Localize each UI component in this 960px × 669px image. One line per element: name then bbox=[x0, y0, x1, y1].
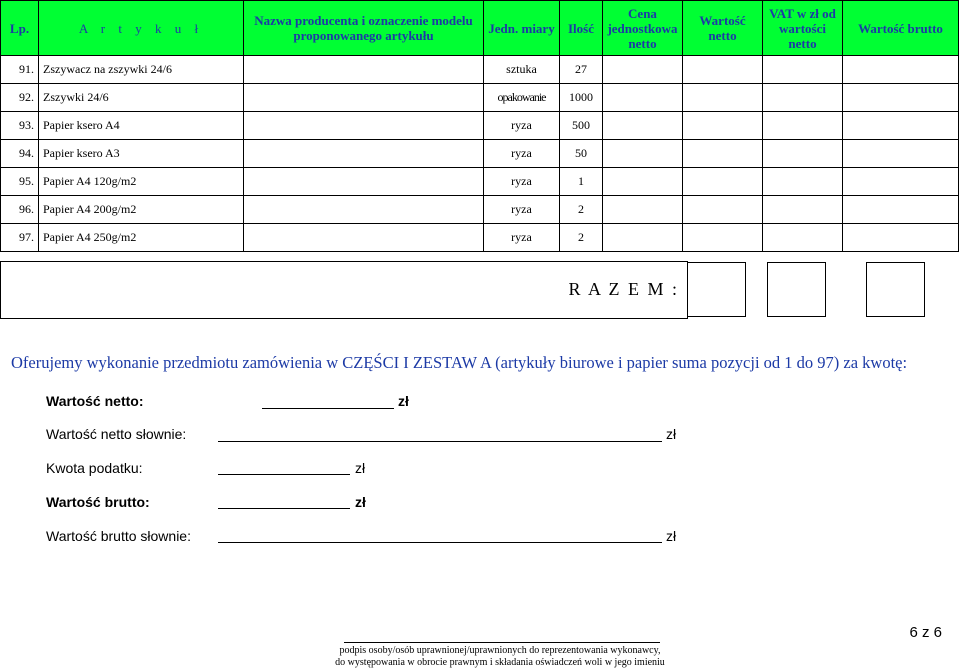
row-jedn: opakowanie bbox=[484, 84, 560, 112]
row-artykul: Papier A4 120g/m2 bbox=[39, 168, 244, 196]
row-jedn: ryza bbox=[484, 196, 560, 224]
wartosc-netto-label: Wartość netto: bbox=[46, 393, 144, 409]
row-producent-input[interactable] bbox=[244, 84, 484, 112]
row-wartosc-netto-input[interactable] bbox=[683, 140, 763, 168]
row-producent-input[interactable] bbox=[244, 168, 484, 196]
row-wartosc-brutto-input[interactable] bbox=[843, 196, 959, 224]
header-cena: Cena jednostkowa netto bbox=[603, 1, 683, 56]
row-vat-input[interactable] bbox=[763, 196, 843, 224]
row-vat-input[interactable] bbox=[763, 140, 843, 168]
table-row bbox=[1, 140, 959, 168]
signature-line[interactable] bbox=[344, 642, 660, 643]
row-ilosc: 50 bbox=[560, 140, 603, 168]
wartosc-brutto-label: Wartość brutto: bbox=[46, 494, 150, 510]
wartosc-netto-slownie-label: Wartość netto słownie: bbox=[46, 426, 187, 442]
row-cena-input[interactable] bbox=[603, 224, 683, 252]
header-lp: Lp. bbox=[1, 1, 39, 56]
row-jedn: sztuka bbox=[484, 56, 560, 84]
row-vat-input[interactable] bbox=[763, 168, 843, 196]
header-artykul: A r t y k u ł bbox=[39, 1, 244, 56]
row-wartosc-brutto-input[interactable] bbox=[843, 112, 959, 140]
row-ilosc: 1000 bbox=[560, 84, 603, 112]
row-jedn: ryza bbox=[484, 224, 560, 252]
table-row bbox=[1, 168, 959, 196]
offer-table bbox=[0, 0, 959, 252]
row-vat-input[interactable] bbox=[763, 224, 843, 252]
header-wartosc-netto: Wartość netto bbox=[683, 1, 763, 56]
wartosc-netto-slownie-currency: zł bbox=[666, 426, 677, 442]
header-vat: VAT w zł od wartości netto bbox=[763, 1, 843, 56]
table-row bbox=[1, 56, 959, 84]
row-ilosc: 27 bbox=[560, 56, 603, 84]
wartosc-netto-slownie-field[interactable] bbox=[218, 441, 662, 442]
row-cena-input[interactable] bbox=[603, 112, 683, 140]
row-producent-input[interactable] bbox=[244, 56, 484, 84]
razem-label: R A Z E M : bbox=[568, 279, 679, 299]
wartosc-brutto-slownie-label: Wartość brutto słownie: bbox=[46, 528, 191, 544]
row-wartosc-netto-input[interactable] bbox=[683, 196, 763, 224]
row-artykul: Zszywki 24/6 bbox=[39, 84, 244, 112]
row-vat-input[interactable] bbox=[763, 84, 843, 112]
wartosc-brutto-currency: zł bbox=[355, 494, 366, 510]
row-producent-input[interactable] bbox=[244, 224, 484, 252]
row-wartosc-netto-input[interactable] bbox=[683, 84, 763, 112]
row-artykul: Papier ksero A4 bbox=[39, 112, 244, 140]
row-wartosc-netto-input[interactable] bbox=[683, 56, 763, 84]
row-producent-input[interactable] bbox=[244, 196, 484, 224]
row-jedn: ryza bbox=[484, 112, 560, 140]
row-artykul: Zszywacz na zszywki 24/6 bbox=[39, 56, 244, 84]
row-artykul: Papier ksero A3 bbox=[39, 140, 244, 168]
row-cena-input[interactable] bbox=[603, 196, 683, 224]
row-lp: 93. bbox=[1, 112, 39, 140]
row-ilosc: 1 bbox=[560, 168, 603, 196]
table-row bbox=[1, 224, 959, 252]
row-wartosc-netto-input[interactable] bbox=[683, 168, 763, 196]
row-jedn: ryza bbox=[484, 168, 560, 196]
header-jedn: Jedn. miary bbox=[484, 1, 560, 56]
header-wartosc-brutto: Wartość brutto bbox=[843, 1, 959, 56]
page-number: 6 z 6 bbox=[909, 624, 942, 641]
signature-caption-1: podpis osoby/osób uprawnionej/uprawnionych do reprezentowania wykonawcy, bbox=[339, 645, 661, 656]
row-vat-input[interactable] bbox=[763, 112, 843, 140]
row-lp: 97. bbox=[1, 224, 39, 252]
wartosc-netto-field[interactable] bbox=[262, 408, 394, 409]
row-producent-input[interactable] bbox=[244, 140, 484, 168]
sum-vat-cell[interactable] bbox=[767, 262, 826, 317]
wartosc-brutto-field[interactable] bbox=[218, 508, 350, 509]
row-jedn: ryza bbox=[484, 140, 560, 168]
row-cena-input[interactable] bbox=[603, 84, 683, 112]
table-row bbox=[1, 84, 959, 112]
row-wartosc-brutto-input[interactable] bbox=[843, 224, 959, 252]
table-row bbox=[1, 196, 959, 224]
offer-statement: Oferujemy wykonanie przedmiotu zamówienia w CZĘŚCI I ZESTAW A (artykuły biurowe i papier suma pozycji od 1 do 97) za kwotę: bbox=[11, 353, 908, 372]
razem-row bbox=[0, 261, 958, 319]
signature-caption-2: do występowania w obrocie prawnym i składania oświadczeń woli w jego imieniu bbox=[335, 657, 665, 668]
row-lp: 92. bbox=[1, 84, 39, 112]
kwota-podatku-label: Kwota podatku: bbox=[46, 460, 143, 476]
table-header-row bbox=[1, 1, 959, 56]
row-vat-input[interactable] bbox=[763, 56, 843, 84]
row-artykul: Papier A4 200g/m2 bbox=[39, 196, 244, 224]
razem-box bbox=[0, 261, 688, 319]
row-ilosc: 2 bbox=[560, 224, 603, 252]
row-lp: 95. bbox=[1, 168, 39, 196]
row-cena-input[interactable] bbox=[603, 56, 683, 84]
sum-wartosc-netto-cell[interactable] bbox=[687, 262, 746, 317]
kwota-podatku-currency: zł bbox=[355, 460, 366, 476]
sum-wartosc-brutto-cell[interactable] bbox=[866, 262, 925, 317]
table-row bbox=[1, 112, 959, 140]
row-wartosc-brutto-input[interactable] bbox=[843, 84, 959, 112]
row-cena-input[interactable] bbox=[603, 140, 683, 168]
row-wartosc-brutto-input[interactable] bbox=[843, 168, 959, 196]
row-wartosc-netto-input[interactable] bbox=[683, 224, 763, 252]
row-wartosc-brutto-input[interactable] bbox=[843, 56, 959, 84]
row-wartosc-brutto-input[interactable] bbox=[843, 140, 959, 168]
row-lp: 91. bbox=[1, 56, 39, 84]
row-ilosc: 2 bbox=[560, 196, 603, 224]
kwota-podatku-field[interactable] bbox=[218, 474, 350, 475]
header-producent: Nazwa producenta i oznaczenie modelu proponowanego artykułu bbox=[244, 1, 484, 56]
row-cena-input[interactable] bbox=[603, 168, 683, 196]
row-wartosc-netto-input[interactable] bbox=[683, 112, 763, 140]
row-producent-input[interactable] bbox=[244, 112, 484, 140]
wartosc-netto-currency: zł bbox=[398, 393, 409, 409]
header-ilosc: Ilość bbox=[560, 1, 603, 56]
wartosc-brutto-slownie-currency: zł bbox=[666, 528, 677, 544]
row-ilosc: 500 bbox=[560, 112, 603, 140]
wartosc-brutto-slownie-field[interactable] bbox=[218, 542, 662, 543]
row-artykul: Papier A4 250g/m2 bbox=[39, 224, 244, 252]
row-lp: 96. bbox=[1, 196, 39, 224]
row-lp: 94. bbox=[1, 140, 39, 168]
